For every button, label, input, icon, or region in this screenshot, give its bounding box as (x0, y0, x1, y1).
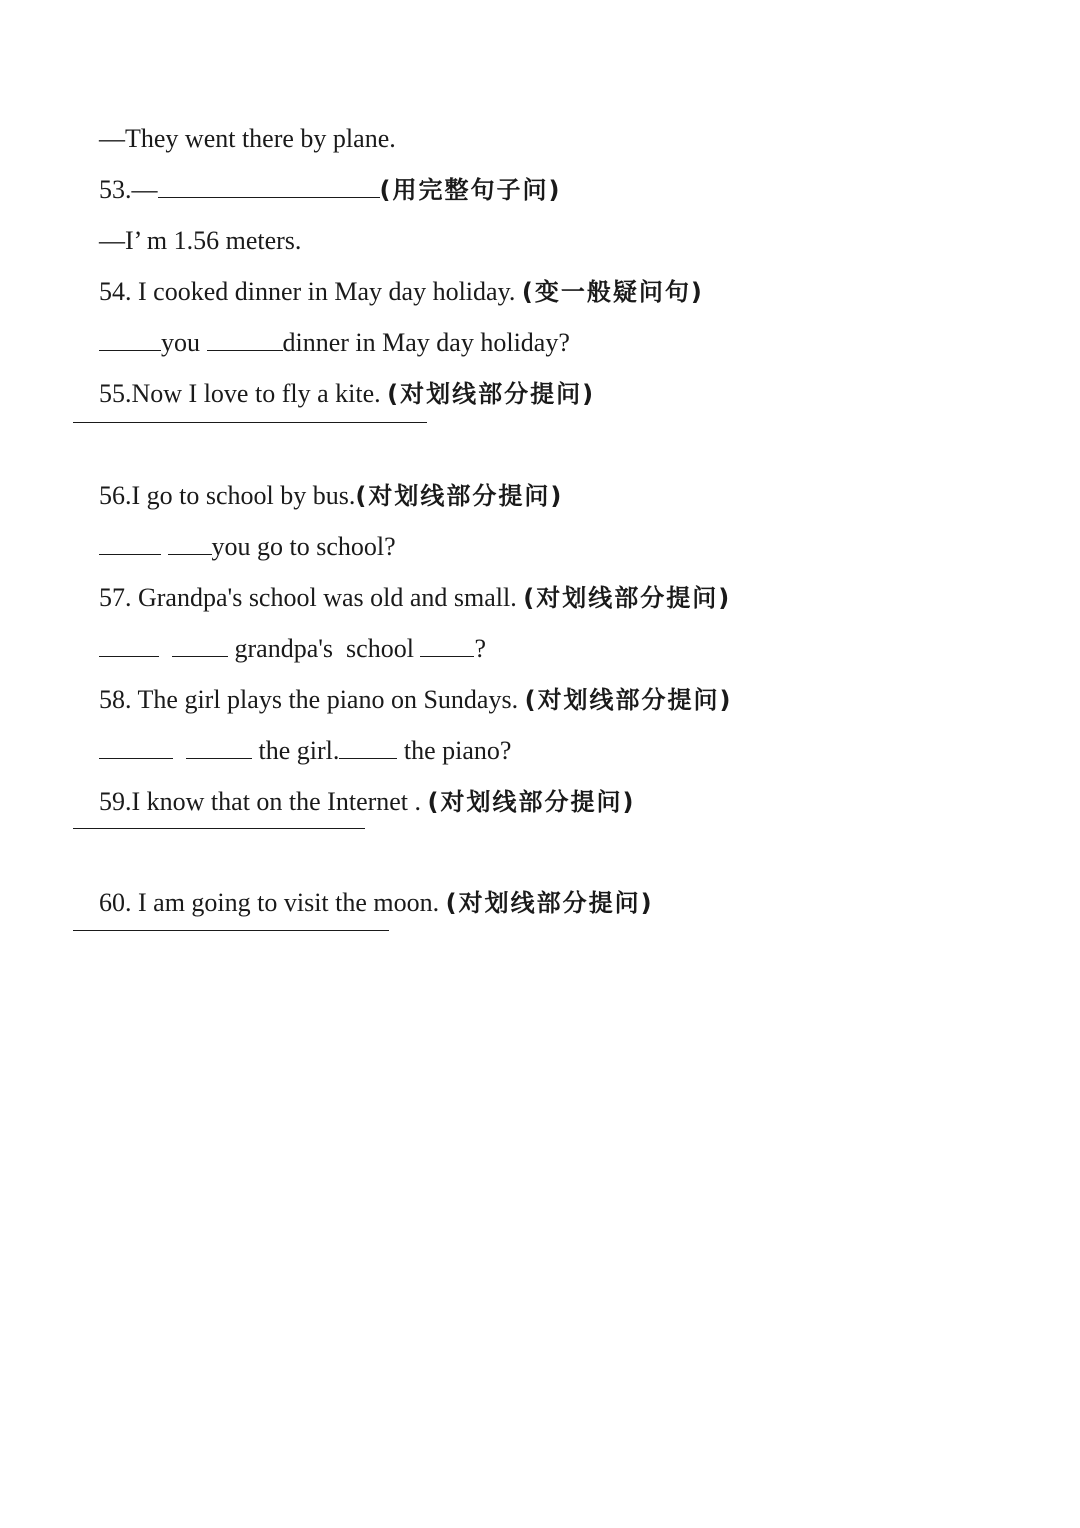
answer-text: —They went there by plane. (99, 124, 396, 153)
question-number: 53.— (99, 175, 158, 204)
instruction-text: (对划线部分提问) (387, 380, 596, 408)
question-text: 56.I go to school by bus. (99, 481, 356, 510)
answer-rule-59[interactable] (73, 828, 365, 829)
question-text: 57. Grandpa's school was old and small. (99, 583, 524, 612)
answer-rule-60[interactable] (73, 930, 389, 931)
instruction-text: (用完整句子问) (379, 176, 562, 204)
sentence-fragment: dinner in May day holiday? (282, 328, 570, 357)
question-text: 59.I know that on the Internet . (99, 787, 428, 816)
answer-rule-55[interactable] (73, 422, 427, 423)
question-60 (73, 852, 654, 954)
sentence-fragment: the girl. (252, 736, 340, 765)
sentence-fragment: the piano? (397, 736, 512, 765)
instruction-text: (对划线部分提问) (524, 686, 733, 714)
sentence-fragment: ? (474, 634, 486, 663)
instruction-text: (对划线部分提问) (445, 889, 654, 917)
question-text: 60. I am going to visit the moon. (99, 888, 446, 917)
answer-text: —I’ m 1.56 meters. (99, 226, 302, 255)
sentence-fragment: you (161, 328, 207, 357)
question-text: 58. The girl plays the piano on Sundays. (99, 685, 525, 714)
instruction-text: (对划线部分提问) (355, 482, 564, 510)
question-text: 55.Now I love to fly a kite. (99, 379, 388, 408)
question-text: 54. I cooked dinner in May day holiday. (99, 277, 522, 306)
question-55 (73, 343, 595, 445)
instruction-text: (变一般疑问句) (521, 278, 704, 306)
sentence-fragment: grandpa's school (228, 634, 421, 663)
sentence-fragment: you go to school? (211, 532, 396, 561)
instruction-text: (对划线部分提问) (523, 584, 732, 612)
question-59 (73, 751, 635, 853)
instruction-text: (对划线部分提问) (427, 788, 636, 816)
